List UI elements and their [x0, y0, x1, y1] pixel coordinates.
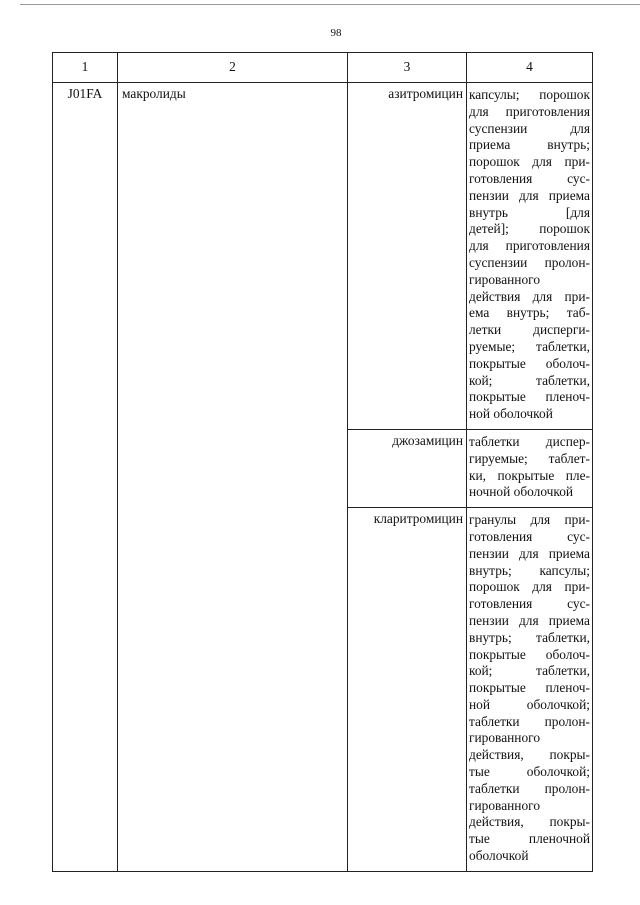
column-number-1: 1 — [53, 53, 118, 83]
dosage-form-line: действия, покры- — [469, 747, 590, 763]
dosage-form-line: руемые; таблетки, — [469, 338, 590, 354]
dosage-form-line: готовления сус- — [469, 528, 590, 544]
dosage-form-cell — [467, 83, 593, 430]
dosage-form-line: готовления сус- — [469, 596, 590, 612]
dosage-form-line: ема внутрь; таб- — [469, 305, 590, 321]
dosage-form-line: гированного — [469, 271, 541, 287]
column-number-3: 3 — [348, 53, 467, 83]
dosage-form-line: порошок для при- — [469, 579, 590, 595]
page-number: 98 — [330, 27, 342, 39]
dosage-form-line: покрытые оболоч- — [469, 355, 590, 371]
dosage-form-line: суспензии для — [469, 120, 590, 136]
dosage-form-line: покрытые пленоч- — [469, 389, 590, 405]
dosage-form-line: для приготовления — [469, 103, 590, 119]
dosage-form-line: покрытые оболоч- — [469, 646, 590, 662]
dosage-form-line: капсулы; порошок — [469, 87, 590, 102]
dosage-form-cell — [467, 508, 593, 872]
dosage-form-line: пензии для приема — [469, 187, 590, 203]
drug-name-cell: кларитромицин — [348, 508, 467, 872]
dosage-form-line: гированного — [469, 797, 541, 813]
dosage-form-line: таблетки пролон- — [469, 780, 590, 796]
dosage-form-line: действия для при- — [469, 288, 590, 304]
table-header-row — [53, 53, 593, 83]
dosage-form-line: действия, покры- — [469, 814, 590, 830]
dosage-form-line: готовления сус- — [469, 170, 590, 186]
drug-name-cell: джозамицин — [348, 429, 467, 507]
dosage-form-line: летки дисперги- — [469, 322, 590, 338]
atc-code-cell: J01FA — [53, 83, 118, 872]
dosage-form-line: оболочкой — [469, 848, 529, 864]
dosage-form-line: ной оболочкой — [469, 406, 553, 422]
dosage-form-line: детей]; порошок — [469, 221, 590, 237]
dosage-form-line: покрытые пленоч- — [469, 680, 590, 696]
dosage-form-line: суспензии пролон- — [469, 254, 590, 270]
dosage-form-line: внутрь; таблетки, — [469, 629, 590, 645]
drug-classification-table — [52, 52, 593, 872]
dosage-form-line: гированного — [469, 730, 541, 746]
dosage-form-line: пензии для приема — [469, 545, 590, 561]
dosage-form-line: ночной оболочкой — [469, 484, 574, 500]
dosage-form-line: ки, покрытые пле- — [469, 467, 590, 483]
drug-name-cell: азитромицин — [348, 83, 467, 430]
dosage-form-cell — [467, 429, 593, 507]
table-row — [53, 83, 593, 430]
dosage-form-line: тые пленочной — [469, 831, 590, 847]
dosage-form-line: гируемые; таблет- — [469, 450, 590, 466]
dosage-form-line: для приготовления — [469, 238, 590, 254]
column-number-2: 2 — [118, 53, 348, 83]
dosage-form-line: приема внутрь; — [469, 137, 590, 153]
dosage-form-line: кой; таблетки, — [469, 663, 590, 679]
dosage-form-line: тые оболочкой; — [469, 764, 590, 780]
pharmacological-group-cell: макролиды — [118, 83, 348, 872]
dosage-form-line: порошок для при- — [469, 154, 590, 170]
column-number-4: 4 — [467, 53, 593, 83]
dosage-form-line: внутрь; капсулы; — [469, 562, 590, 578]
dosage-form-line: кой; таблетки, — [469, 372, 590, 388]
dosage-form-line: пензии для приема — [469, 612, 590, 628]
dosage-form-line: внутрь [для — [469, 204, 590, 220]
dosage-form-line: таблетки диспер- — [469, 433, 590, 449]
dosage-form-line: ной оболочкой; — [469, 696, 590, 712]
dosage-form-line: таблетки пролон- — [469, 713, 590, 729]
dosage-form-line: гранулы для при- — [469, 512, 590, 528]
scan-edge-line — [20, 4, 640, 5]
